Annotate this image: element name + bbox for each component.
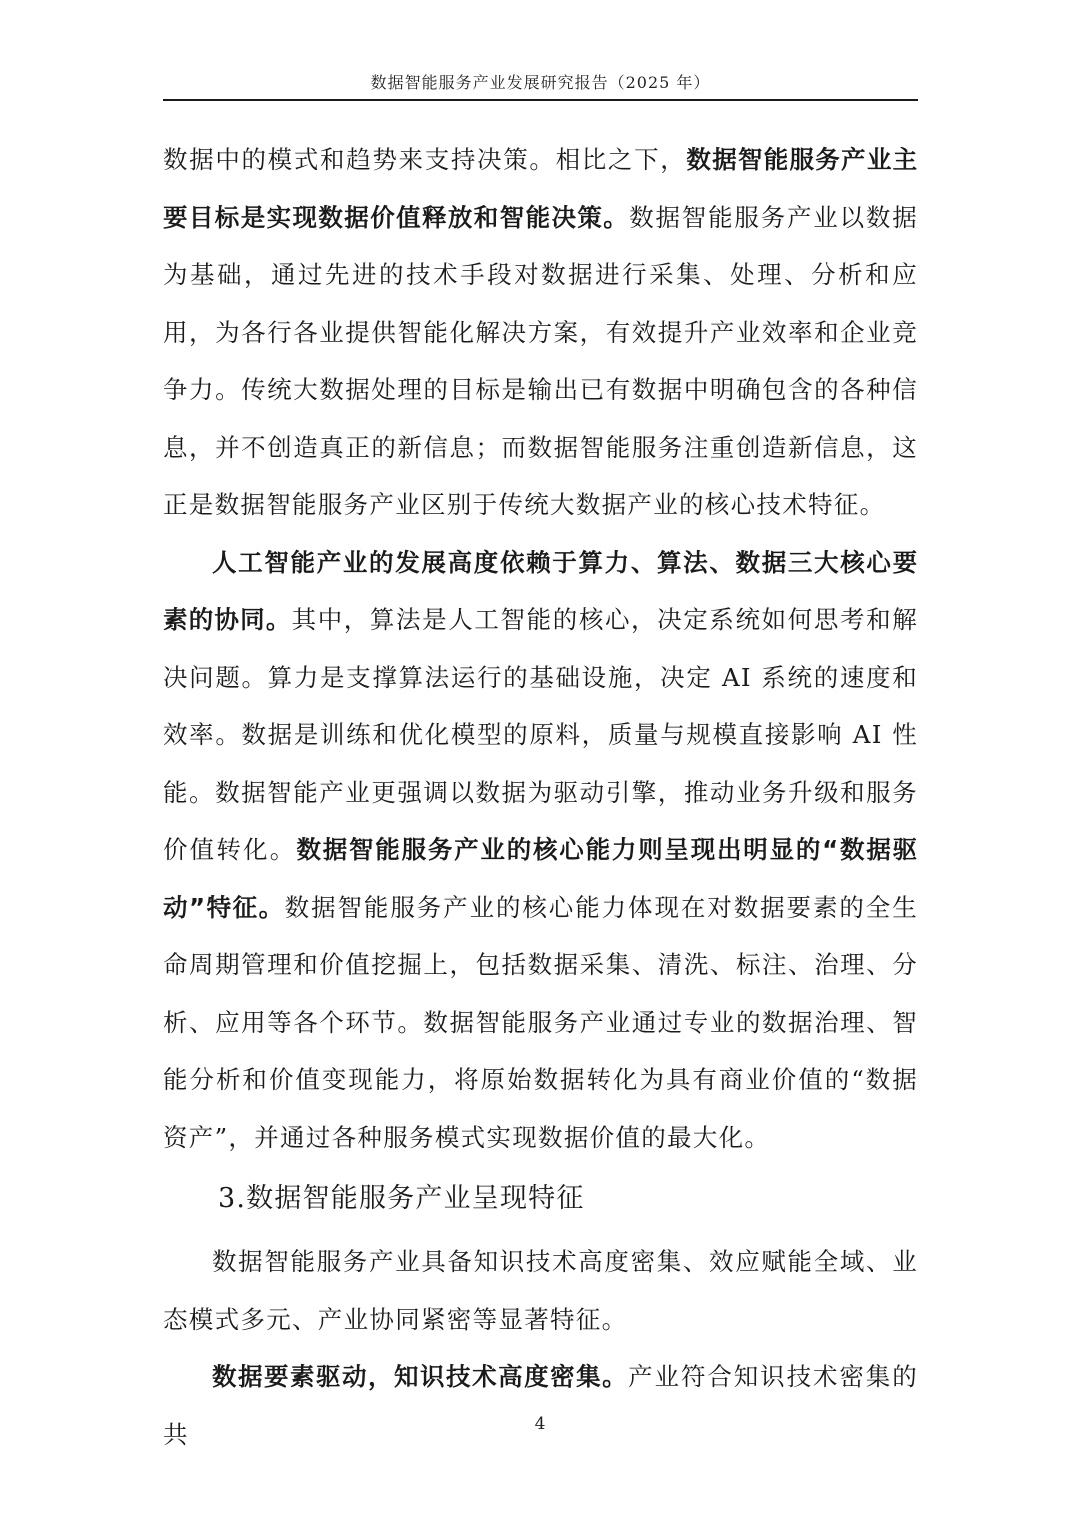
body-paragraph-3 (163, 1233, 918, 1348)
paragraph-1-text-2: 数据智能服务产业以数据为基础，通过先进的技术手段对数据进行采集、处理、分析和应用，为各行各业提供智能化解决方案，有效提升产业效率和企业竞争力。传统大数据处理的目标是输出已有数据中明确包含的各种信息，并不创造真正的新信息；而数据智能服务注重创造新信息，这正是数据智能服务产业区别于传统大数据产业的核心技术特征。 (163, 202, 918, 519)
section-heading: 3.数据智能服务产业呈现特征 (218, 1183, 585, 1214)
paragraph-2-bold-statement-2: 数据智能服务产业的核心能力则呈现出明显的“数据驱动”特征。 (163, 835, 919, 922)
paragraph-2-bold-statement-1: 人工智能产业的发展高度依赖于算力、算法、数据三大核心要素的协同。 (163, 547, 918, 634)
page-number: 4 (534, 1414, 546, 1434)
paragraph-4-bold-statement: 数据要素驱动，知识技术高度密集。 (212, 1362, 629, 1391)
paragraph-3-text: 数据智能服务产业具备知识技术高度密集、效应赋能全域、业态模式多元、产业协同紧密等显著特征。 (163, 1247, 918, 1334)
body-paragraph-1 (163, 131, 918, 534)
paragraph-2-text-2: 数据智能服务产业的核心能力体现在对数据要素的全生命周期管理和价值挖掘上，包括数据采集、清洗、标注、治理、分析、应用等各个环节。数据智能服务产业通过专业的数据治理、智能分析和价值变现能力，将原始数据转化为具有商业价值的“数据资产”，并通过各种服务模式实现数据价值的最大化。 (163, 892, 918, 1152)
running-header: 数据智能服务产业发展研究报告（2025 年） (370, 73, 711, 92)
body-paragraph-2 (163, 534, 918, 1167)
header-divider (163, 99, 918, 101)
page-body (163, 131, 918, 1463)
paragraph-1-bold-statement: 数据智能服务产业主要目标是实现数据价值释放和智能决策。 (163, 145, 918, 232)
body-paragraph-4 (163, 1348, 918, 1463)
paragraph-2-text-1: 其中，算法是人工智能的核心，决定系统如何思考和解决问题。算力是支撑算法运行的基础设施，决定 AI 系统的速度和效率。数据是训练和优化模型的原料，质量与规模直接影响 AI 性能。数据智能产业更强调以数据为驱动引擎，推动业务升级和服务价值转化。 (163, 605, 919, 864)
paragraph-4-text: 产业符合知识技术密集的共 (163, 1362, 918, 1449)
paragraph-1-text-1: 数据中的模式和趋势来支持决策。相比之下， (163, 145, 687, 174)
